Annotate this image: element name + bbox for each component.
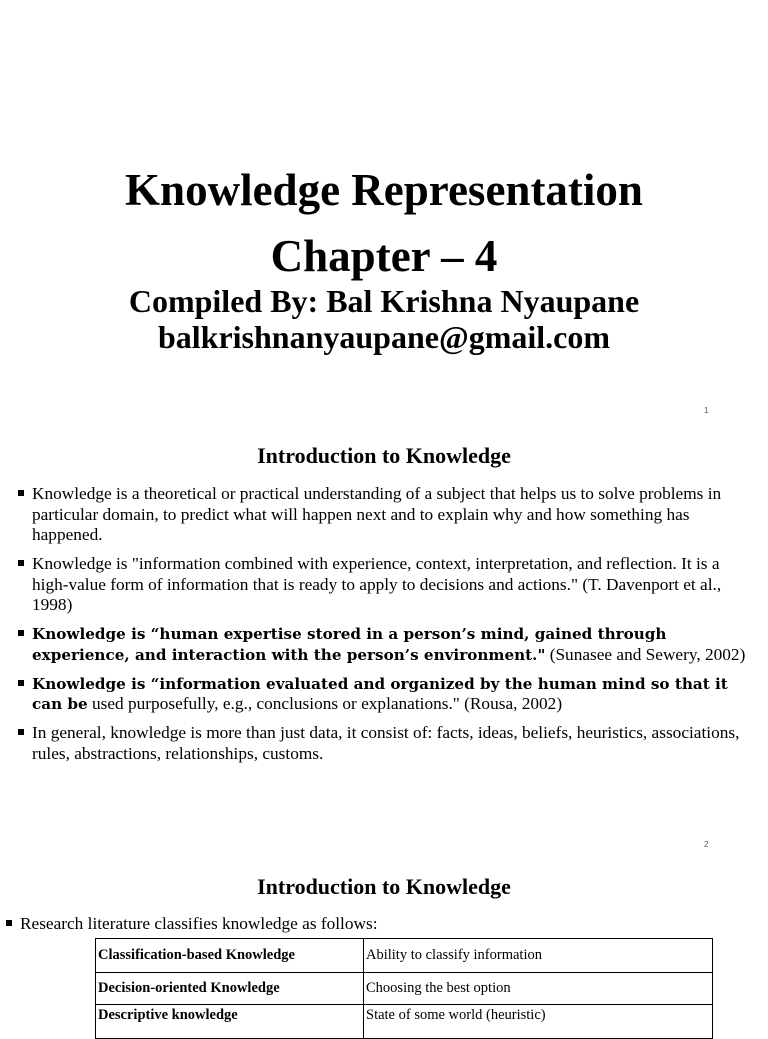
table-row	[96, 973, 713, 1005]
table-row	[96, 939, 713, 973]
bullet-bold-text: Knowledge is “information evaluated and organized by the human mind so that it can be	[32, 674, 728, 713]
bullet-bold-text: Knowledge is “human expertise stored in a person’s mind, gained through experience, and interaction with the person’s environment."	[32, 625, 667, 664]
table-row	[96, 1005, 713, 1039]
table-cell-description: Ability to classify information	[364, 939, 713, 973]
bullet-text: Knowledge is a theoretical or practical understanding of a subject that helps us to solve problems in particular domain, to predict what will happen next and to explain why and how something has happened.	[32, 484, 722, 544]
author-line: Compiled By: Bal Krishna Nyaupane	[128, 283, 640, 319]
square-bullet-icon	[18, 729, 24, 735]
table-cell-description: State of some world (heuristic)	[364, 1005, 713, 1039]
title-slide	[0, 0, 768, 420]
table-cell-description: Choosing the best option	[364, 973, 713, 1005]
bullet-item	[18, 723, 748, 764]
slide-heading: Introduction to Knowledge	[257, 874, 511, 899]
document-title: Knowledge Representation	[125, 165, 643, 215]
square-bullet-icon	[18, 560, 24, 566]
chapter-title: Chapter – 4	[270, 231, 498, 281]
slide-heading: Introduction to Knowledge	[257, 443, 511, 468]
page-number: 1	[704, 406, 709, 415]
bullet-item	[18, 674, 748, 715]
square-bullet-icon	[18, 680, 24, 686]
intro-text: Research literature classifies knowledge as follows:	[20, 914, 378, 933]
author-email: balkrishnanyaupane@gmail.com	[157, 319, 611, 355]
bullet-item	[18, 554, 748, 616]
square-bullet-icon	[18, 490, 24, 496]
bullet-citation: (Sunasee and Sewery, 2002)	[545, 644, 746, 664]
table-cell-type: Classification-based Knowledge	[96, 939, 364, 973]
square-bullet-icon	[18, 630, 24, 636]
bullet-citation: used purposefully, e.g., conclusions or explanations." (Rousa, 2002)	[87, 694, 563, 713]
bullet-text: In general, knowledge is more than just data, it consist of: facts, ideas, beliefs, heuristics, associations, rules, abstractions, relationships, customs.	[32, 723, 740, 763]
bullet-item	[18, 484, 748, 546]
bullet-item	[18, 624, 748, 665]
intro-bullet	[6, 914, 378, 934]
square-bullet-icon	[6, 920, 12, 926]
bullet-text: Knowledge is "information combined with experience, context, interpretation, and reflection. It is a high-value form of information that is ready to apply to decisions and actions." (T. Davenport et al., 1998)	[32, 554, 722, 614]
table-cell-type: Decision-oriented Knowledge	[96, 973, 364, 1005]
page-number: 2	[704, 840, 709, 849]
table-cell-type: Descriptive knowledge	[96, 1005, 364, 1039]
bullet-list	[18, 484, 748, 773]
